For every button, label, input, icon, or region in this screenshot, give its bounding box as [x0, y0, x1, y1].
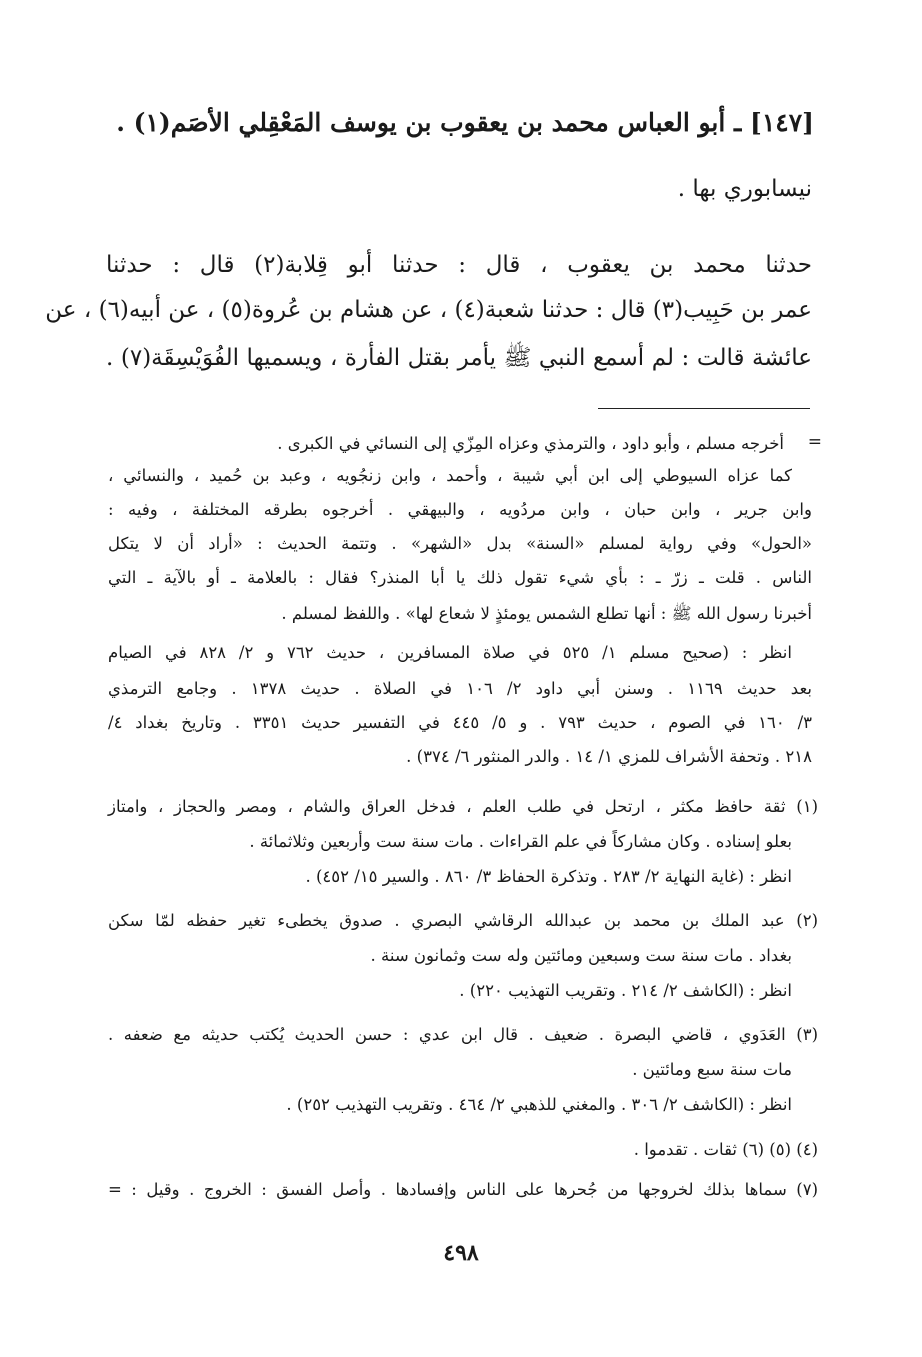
cont-footnote-line: «الحول» وفي رواية لمسلم «السنة» بدل «الشهر» . وتتمة الحديث : «أراد أن لا يتكل — [108, 534, 812, 553]
cont-footnote-line: أخبرنا رسول الله ﷺ : أنها تطلع الشمس يومئذٍ لا شعاع لها» . واللفظ لمسلم . — [281, 604, 812, 623]
entry-heading: [١٤٧] ـ أبو العباس محمد بن يعقوب بن يوسف المَعْقِلي الأصَم(١) . — [116, 108, 814, 137]
footnote-3-line: مات سنة سبع ومائتين . — [632, 1060, 792, 1079]
cont-footnote-line: كما عزاه السيوطي إلى ابن أبي شيبة ، وأحمد ، وابن زنجُويه ، وعبد بن حُميد ، والنسائي ، — [108, 466, 792, 485]
footnote-7-line: (٧) سماها بذلك لخروجها من جُحرها على الناس وإفسادها . وأصل الفسق : الخروج . وقيل : = — [108, 1180, 818, 1199]
footnote-1-line: بعلو إسناده . وكان مشاركاً في علم القراءات . مات سنة ست وأربعين وثلاثمائة . — [249, 832, 792, 851]
footnote-3-line: انظر : (الكاشف ٢/ ٣٠٦ . والمغني للذهبي ٢/ ٤٦٤ . وتقريب التهذيب ٢٥٢) . — [286, 1095, 792, 1114]
cont-footnote-line: ٣/ ١٦٠ في الصوم ، حديث ٧٩٣ . و ٥/ ٤٤٥ في التفسير حديث ٣٣٥١ . وتاريخ بغداد ٤/ — [108, 713, 813, 732]
footnote-1-line: انظر : (غاية النهاية ٢/ ٢٨٣ . وتذكرة الحفاظ ٣/ ٨٦٠ . والسير ١٥/ ٤٥٢) . — [305, 867, 792, 886]
cont-footnote-line: وابن جرير ، وابن حبان ، وابن مردُويه ، والبيهقي . أخرجوه بطرقه المختلفة ، وفيه : — [108, 500, 812, 519]
hadith-text-line-2: عمر بن حَبِيب(٣) قال : حدثنا شعبة(٤) ، عن هشام بن عُروة(٥) ، عن أبيه(٦) ، عن — [45, 297, 812, 323]
entry-subline: نيسابوري بها . — [677, 176, 812, 202]
hadith-text-line-3: عائشة قالت : لم أسمع النبي ﷺ يأمر بقتل الفأرة ، ويسميها الفُوَيْسِقَة(٧) . — [106, 345, 812, 371]
footnote-1-line: (١) ثقة حافظ مكثر ، ارتحل في طلب العلم ، فدخل العراق والشام ، ومصر والحجاز ، وامتاز — [108, 797, 818, 816]
cont-footnote-line: الناس . قلت ـ زرّ ـ : بأي شيء تقول ذلك يا أبا المنذر؟ فقال : بالعلامة ـ أو بالآية ـ التي — [108, 568, 812, 587]
footnote-4-6-line: (٤) (٥) (٦) ثقات . تقدموا . — [633, 1140, 818, 1159]
cont-footnote-line: انظر : (صحيح مسلم ١/ ٥٢٥ في صلاة المسافرين ، حديث ٧٦٢ و ٢/ ٨٢٨ في الصيام — [108, 643, 792, 662]
hadith-text-line-1: حدثنا محمد بن يعقوب ، قال : حدثنا أبو قِلابة(٢) قال : حدثنا — [106, 252, 812, 278]
footnote-3-line: (٣) العَدَوي ، قاضي البصرة . ضعيف . قال ابن عدي : حسن الحديث يُكتب حديثه مع ضعفه . — [108, 1025, 818, 1044]
continuation-mark: = — [807, 432, 822, 452]
page-number: ٤٩٨ — [443, 1240, 479, 1266]
cont-footnote-line: بعد حديث ١١٦٩ . وسنن أبي داود ٢/ ١٠٦ في الصلاة . حديث ١٣٧٨ . وجامع الترمذي — [108, 679, 812, 698]
footnote-2-line: (٢) عبد الملك بن محمد بن عبدالله الرقاشي البصري . صدوق يخطىء تغير حفظه لمّا سكن — [108, 911, 818, 930]
footnote-separator — [598, 408, 810, 409]
footnote-2-line: انظر : (الكاشف ٢/ ٢١٤ . وتقريب التهذيب ٢٢٠) . — [459, 981, 792, 1000]
footnote-2-line: بغداد . مات سنة ست وسبعين ومائتين وله ست وثمانون سنة . — [370, 946, 792, 965]
cont-footnote-line: ٢١٨ . وتحفة الأشراف للمزي ١/ ١٤ . والدر المنثور ٦/ ٣٧٤) . — [406, 747, 812, 766]
cont-footnote-line: أخرجه مسلم ، وأبو داود ، والترمذي وعزاه المِزّي إلى النسائي في الكبرى . — [277, 434, 784, 453]
